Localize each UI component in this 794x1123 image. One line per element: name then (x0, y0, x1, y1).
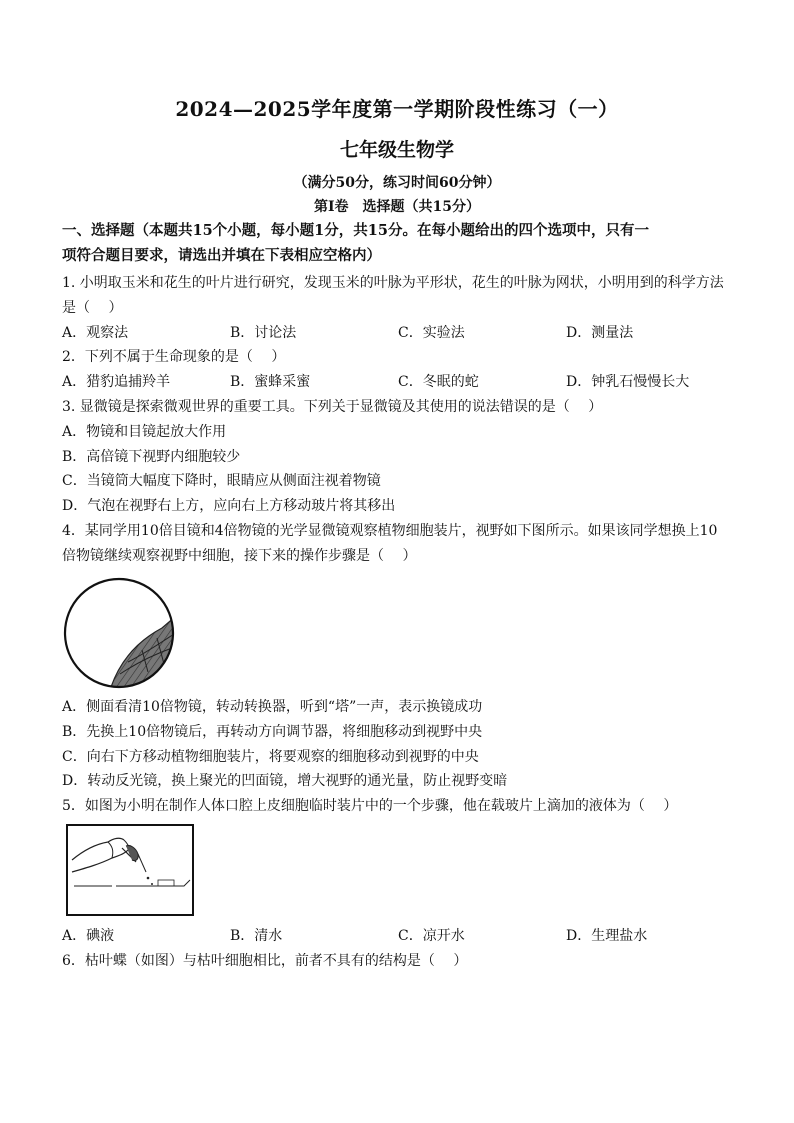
slide-preparation-figure (66, 824, 194, 916)
question-4-option-d[interactable]: D．转动反光镜，换上聚光的凹面镜，增大视野的通光量，防止视野变暗 (62, 773, 508, 789)
page-title: 2024—2025学年度第一学期阶段性练习（一） (175, 97, 619, 121)
question-2-option-a[interactable]: A．猎豹追捕羚羊 (62, 374, 171, 390)
page-subtitle: 七年级生物学 (339, 139, 454, 161)
question-5-option-c[interactable]: C．凉开水 (398, 928, 465, 944)
section-heading: 第Ⅰ卷 选择题（共15分） (313, 199, 481, 215)
question-4-option-b[interactable]: B．先换上10倍物镜后，再转动方向调节器，将细胞移动到视野中央 (62, 724, 483, 740)
question-1-stem: 1. 小明取玉米和花生的叶片进行研究，发现玉米的叶脉为平形状，花生的叶脉为网状，小明用到的科学方法 (62, 275, 724, 291)
score-time-note: （满分50分，练习时间60分钟） (293, 175, 501, 191)
microscope-field-of-view-figure (62, 576, 176, 690)
question-3-option-b[interactable]: B．高倍镜下视野内细胞较少 (62, 449, 241, 465)
question-5-option-a[interactable]: A．碘液 (62, 928, 115, 944)
question-3-option-a[interactable]: A．物镜和目镜起放大作用 (62, 424, 227, 440)
question-4-option-c[interactable]: C．向右下方移动植物细胞装片，将要观察的细胞移动到视野的中央 (62, 749, 479, 765)
question-1-option-b[interactable]: B．讨论法 (230, 325, 297, 341)
question-1-option-c[interactable]: C．实验法 (398, 325, 465, 341)
question-1-stem-cont: 是（ ） (62, 300, 123, 316)
instructions-line-1: 一、选择题（本题共15个小题，每小题1分，共15分。在每小题给出的四个选项中，只有一 (62, 222, 649, 239)
question-2-option-d[interactable]: D．钟乳石慢慢长大 (566, 374, 690, 390)
question-3-stem: 3. 显微镜是探索微观世界的重要工具。下列关于显微镜及其使用的说法错误的是（ ） (62, 399, 603, 415)
question-2-option-c[interactable]: C．冬眠的蛇 (398, 374, 479, 390)
question-6-stem: 6．枯叶蝶（如图）与枯叶细胞相比，前者不具有的结构是（ ） (62, 953, 468, 969)
question-5-option-b[interactable]: B．清水 (230, 928, 283, 944)
question-4-stem: 4．某同学用10倍目镜和4倍物镜的光学显微镜观察植物细胞装片，视野如下图所示。如果该同学想换上10 (62, 523, 718, 539)
question-2-option-b[interactable]: B．蜜蜂采蜜 (230, 374, 311, 390)
question-2-stem: 2．下列不属于生命现象的是（ ） (62, 349, 286, 365)
question-1-option-d[interactable]: D．测量法 (566, 325, 634, 341)
question-4-option-a[interactable]: A．侧面看清10倍物镜，转动转换器，听到“塔”一声，表示换镜成功 (62, 699, 483, 715)
instructions-line-2: 项符合题目要求，请选出并填在下表相应空格内） (62, 247, 381, 264)
question-5-stem: 5．如图为小明在制作人体口腔上皮细胞临时装片中的一个步骤，他在载玻片上滴加的液体为（ ） (62, 798, 678, 814)
question-5-option-d[interactable]: D．生理盐水 (566, 928, 648, 944)
question-3-option-d[interactable]: D．气泡在视野右上方，应向右上方移动玻片将其移出 (62, 498, 396, 514)
question-3-option-c[interactable]: C．当镜筒大幅度下降时，眼睛应从侧面注视着物镜 (62, 473, 381, 489)
question-4-stem-cont: 倍物镜继续观察视野中细胞，接下来的操作步骤是（ ） (62, 548, 417, 564)
question-1-option-a[interactable]: A．观察法 (62, 325, 129, 341)
